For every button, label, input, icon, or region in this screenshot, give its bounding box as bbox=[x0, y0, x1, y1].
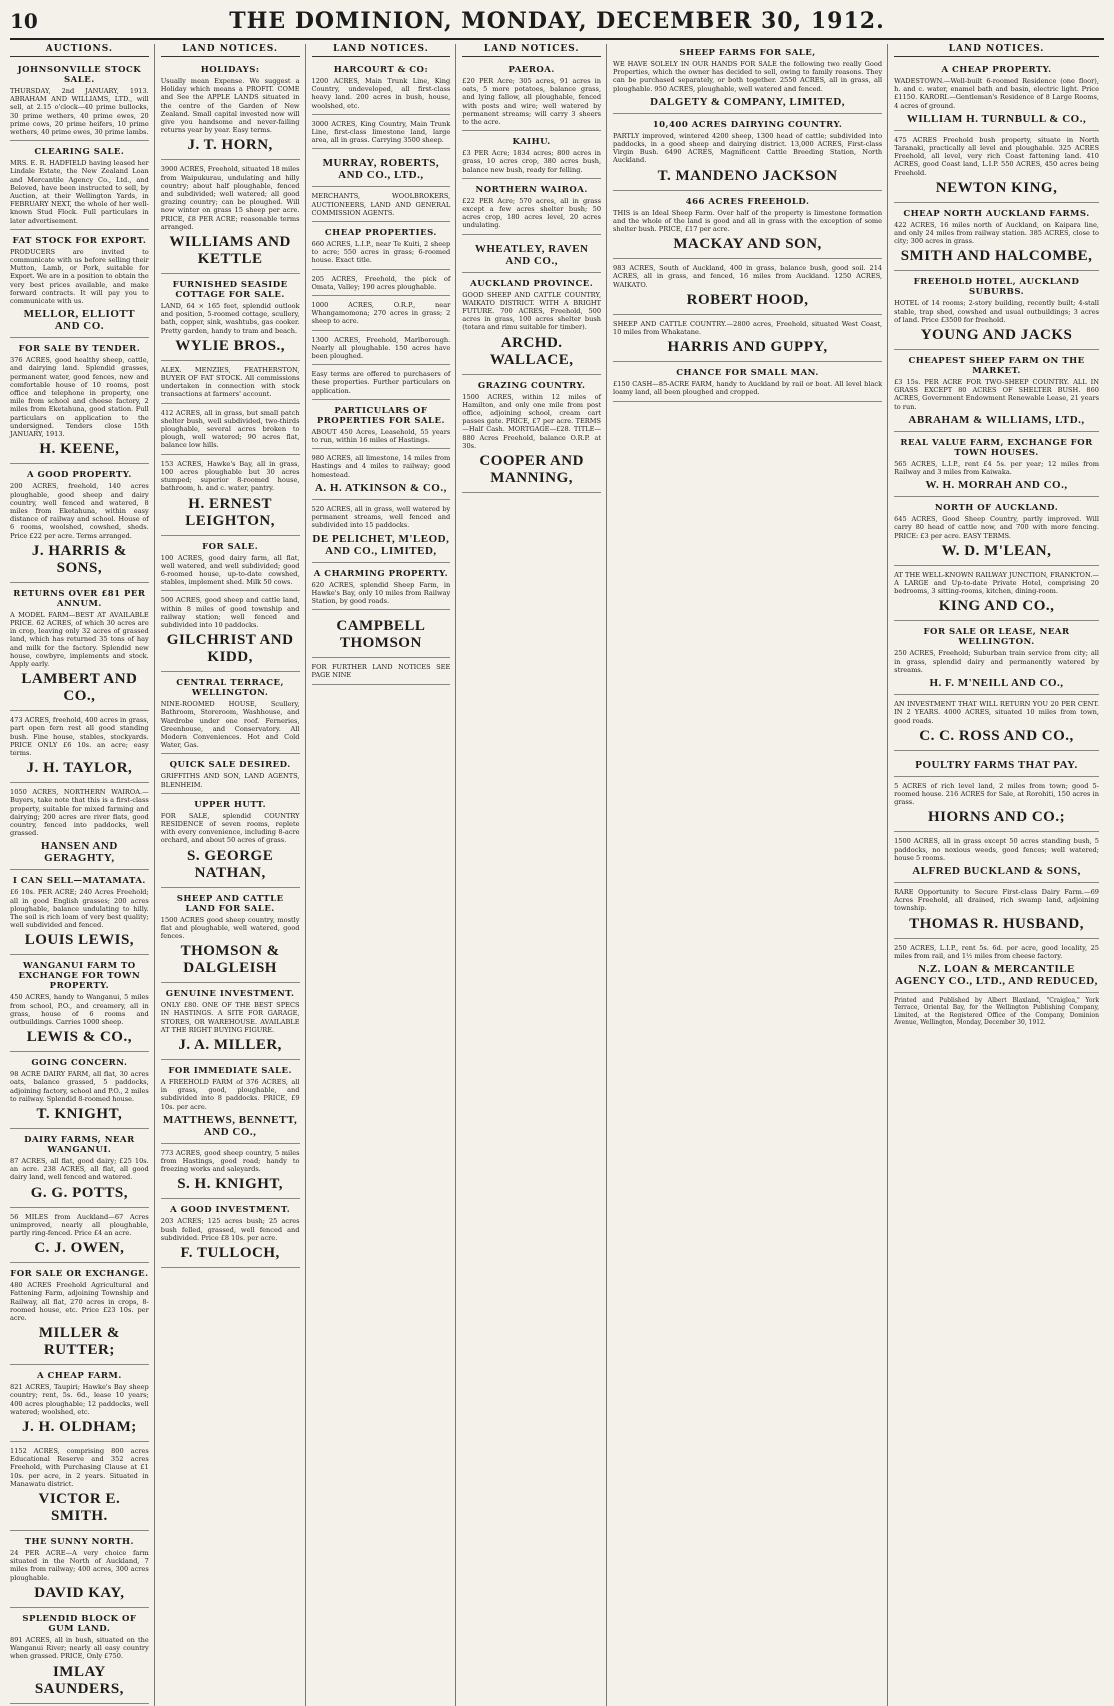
imprint: Printed and Published by Albert Blaxland, "Craiglea," York Terrace, Oriental Bay, for the Wellington Publishing Company, Limited, at the Registered Office of the Company, Dominion Avenue, Wellington, Monday, December 30, 1912. bbox=[894, 996, 1099, 1027]
advertisement bbox=[10, 466, 149, 582]
ad-body: 980 ACRES, all limestone, 14 miles from Hastings and 4 miles to railway; good homestead. bbox=[311, 454, 451, 479]
ad-body: £3 PER Acre; 1834 acres; 800 acres in grass, 10 acres crop, 380 acres bush, balance new bush, ready for felling. bbox=[462, 149, 602, 174]
ad-heading: FOR SALE BY TENDER. bbox=[18, 344, 141, 355]
ad-body: 250 ACRES, L.I.P., rent 5s. 6d. per acre, good locality, 25 miles from rail, and 1½ miles from cheese factory. bbox=[894, 943, 1099, 960]
ad-agent: S. H. KNIGHT, bbox=[177, 1176, 284, 1193]
ad-body: MRS. E. R. HADFIELD having leased her Lindale Estate, the New Zealand Loan and Mercantile Agency Co., Ltd., and Beloved, have been instructed to sell, by Auction, at their Wellington Yards, in FEBRUARY NEXT, the whole of her well-known Stud Flock. Full particulars in later advertisement. bbox=[10, 159, 149, 225]
ad-agent: HARRIS AND GUPPY, bbox=[667, 339, 828, 356]
ad-heading: FREEHOLD HOTEL, AUCKLAND SUBURBS. bbox=[913, 277, 1080, 298]
advertisement bbox=[10, 1444, 149, 1531]
ad-body: AN INVESTMENT THAT WILL RETURN YOU 20 PER CENT. IN 2 YEARS. 4000 ACRES, situated 10 miles from town, good roads. bbox=[894, 700, 1099, 725]
advertisement bbox=[161, 1201, 300, 1268]
advertisement bbox=[161, 796, 300, 888]
ad-heading: UPPER HUTT. bbox=[194, 799, 267, 810]
ad-heading: SHEEP AND CATTLE LAND FOR SALE. bbox=[176, 893, 284, 914]
newspaper-title: THE DOMINION, MONDAY, DECEMBER 30, 1912. bbox=[229, 8, 885, 34]
advertisement bbox=[613, 116, 882, 191]
ad-agent: HIORNS AND CO.; bbox=[927, 809, 1066, 826]
masthead bbox=[10, 8, 1104, 40]
advertisement bbox=[312, 333, 451, 366]
ad-body: 412 ACRES, all in grass, but small patch shelter bush, well subdivided, two-thirds ploughable, several acres broken to plough, well watered; 90 acres flat, balance low hills. bbox=[160, 408, 300, 450]
ad-agent: CAMPBELL THOMSON bbox=[336, 618, 426, 652]
advertisement bbox=[10, 1367, 149, 1442]
ad-body: A FREEHOLD FARM of 376 ACRES, all in grass, good, ploughable, and subdivided into 8 paddocks. PRICE, £9 10s. per acre. bbox=[160, 1077, 300, 1111]
ad-heading: FOR IMMEDIATE SALE. bbox=[168, 1065, 292, 1076]
ad-heading: CLEARING SALE. bbox=[34, 147, 125, 158]
newspaper-column bbox=[10, 44, 155, 1706]
ad-heading: SPLENDID BLOCK OF GUM LAND. bbox=[22, 1613, 137, 1634]
advertisement bbox=[462, 237, 601, 273]
newspaper-column bbox=[312, 44, 457, 1706]
newspaper-column bbox=[161, 44, 306, 1706]
ad-agent: MURRAY, ROBERTS, AND CO., LTD., bbox=[322, 157, 440, 182]
advertisement bbox=[161, 61, 300, 160]
ad-heading: HOLIDAYS: bbox=[200, 65, 260, 75]
ad-body: 205 ACRES, Freehold, the pick of Omata, Valley; 190 acres ploughable. bbox=[311, 274, 451, 291]
ad-agent: T. MANDENO JACKSON bbox=[657, 167, 838, 184]
advertisement bbox=[894, 941, 1099, 993]
advertisement bbox=[894, 885, 1099, 939]
ad-agent: S. GEORGE NATHAN, bbox=[187, 847, 274, 881]
ad-heading: SHEEP FARMS FOR SALE, bbox=[679, 48, 816, 58]
ad-heading: CENTRAL TERRACE, WELLINGTON. bbox=[176, 678, 284, 699]
ad-heading: CHEAPEST SHEEP FARM ON THE MARKET. bbox=[908, 356, 1085, 377]
ad-agent: J. A. MILLER, bbox=[178, 1036, 282, 1053]
ad-body: 983 ACRES, South of Auckland, 400 in grass, balance bush, good soil. 214 ACRES, all in grass, and fenced, 16 miles from Auckland. 1250 ACRES, WAIKATO. bbox=[613, 264, 883, 289]
ad-agent: ABRAHAM & WILLIAMS, LTD., bbox=[908, 413, 1085, 426]
ad-body: 1300 ACRES, Freehold, Marlborough. Nearly all ploughable. 150 acres have been ploughed. bbox=[311, 335, 451, 361]
ad-agent: THOMAS R. HUSBAND, bbox=[909, 915, 1084, 932]
advertisement bbox=[613, 317, 882, 362]
ad-body: £3 15s. PER ACRE FOR TWO-SHEEP COUNTRY. ALL IN GRASS EXCEPT 80 ACRES OF SHELTER BUSH. 860 ACRES, Government Endowment Renewable Lease, 21 years to run. bbox=[894, 378, 1099, 411]
ad-heading: A CHARMING PROPERTY. bbox=[313, 568, 449, 579]
ad-agent: WILLIAM H. TURNBULL & CO., bbox=[906, 112, 1087, 125]
ad-body: 450 ACRES, handy to Wanganui, 5 miles from school, P.O., and creamery, all in grass, house of 6 rooms and outbuildings. Carries 1000 sheep. bbox=[10, 993, 149, 1026]
advertisement bbox=[312, 502, 451, 563]
ad-heading: JOHNSONVILLE STOCK SALE. bbox=[17, 65, 142, 85]
ad-agent: T. KNIGHT, bbox=[36, 1106, 123, 1123]
ad-heading: A GOOD PROPERTY. bbox=[26, 470, 132, 481]
advertisement bbox=[462, 181, 601, 235]
ad-heading: GENUINE INVESTMENT. bbox=[165, 989, 295, 1000]
advertisement bbox=[161, 985, 300, 1060]
advertisement bbox=[894, 434, 1099, 497]
ad-heading: AUCKLAND PROVINCE. bbox=[470, 278, 594, 289]
ad-body: GRIFFITHS AND SON, LAND AGENTS, BLENHEIM. bbox=[160, 772, 300, 789]
ad-agent: H. F. M'NEILL AND CO., bbox=[929, 677, 1064, 690]
ad-agent: HANSEN AND GERAGHTY, bbox=[40, 840, 118, 865]
advertisement bbox=[894, 779, 1099, 833]
advertisement bbox=[10, 1265, 149, 1365]
advertisement bbox=[613, 364, 882, 401]
ad-agent: MACKAY AND SON, bbox=[673, 236, 822, 253]
ad-body: 1000 ACRES, O.R.P., near Whangamomona; 270 acres in grass; 2 sheep to acre. bbox=[311, 301, 451, 326]
advertisement bbox=[894, 273, 1099, 350]
advertisement bbox=[312, 61, 451, 115]
advertisement bbox=[894, 568, 1099, 622]
page-number: 10 bbox=[10, 9, 38, 33]
ad-agent: ROBERT HOOD, bbox=[686, 291, 809, 308]
advertisement bbox=[312, 367, 451, 400]
ad-heading: FOR SALE OR LEASE, NEAR WELLINGTON. bbox=[923, 627, 1070, 648]
advertisement bbox=[462, 377, 601, 493]
ad-body: A MODEL FARM—BEST AT AVAILABLE PRICE. 62 ACRES, of which 30 acres are in crop, leaving only 32 acres of grassed land, which has returned 35 tons of hay and milk for the factory. Splendid new house, cowbyre, implements and stock. Apply early. bbox=[10, 610, 149, 668]
ad-body: GOOD SHEEP AND CATTLE COUNTRY, WAIKATO DISTRICT. WITH A BRIGHT FUTURE. 700 ACRES, Freehold, 500 acres in grass, 100 acres shelter bush (totara and rimu suitable for timber). bbox=[462, 290, 602, 332]
advertisement bbox=[161, 674, 300, 754]
ad-body: 1500 ACRES, within 12 miles of Hamilton, and only one mile from post office, adjoining school, cream cart passes gate. PRICE, £7 per acre. TERMS—Half Cash. MORTGAGE—£28. TITLE—880 Acres Freehold, balance O.R.P. at 30s. bbox=[462, 392, 602, 450]
ad-body: 565 ACRES, L.I.P., rent £4 5s. per year; 12 miles from Railway and 3 miles from Kaiwaka. bbox=[894, 459, 1099, 477]
ad-agent: WYLIE BROS., bbox=[175, 337, 286, 354]
ad-body: 1200 ACRES, Main Trunk Line, King Country, undeveloped, all first-class heavy land. 200 acres in bush, house, woolshed, etc. bbox=[311, 77, 451, 110]
ad-body: £6 10s. PER ACRE; 240 Acres Freehold; all in good English grasses; 200 acres ploughable, balance undulating to hilly. The soil is rich loam of very best quality; well subdivided and fenced. bbox=[10, 888, 149, 930]
ad-body: 660 ACRES, L.I.P., near Te Kuiti, 2 sheep to acre; 550 acres in grass; 6-roomed house. Exact title. bbox=[311, 240, 451, 265]
ad-body: Usually mean Expense. We suggest a Holiday which means a PROFIT. COME and See the APPLE LANDS situated in the centre of the Garden of New Zealand. Small capital invested now will give you handsome and never-failing returns year by year. Easy terms. bbox=[160, 77, 300, 135]
ad-heading: FOR SALE OR EXCHANGE. bbox=[10, 1269, 149, 1280]
ad-body: 3900 ACRES, Freehold, situated 18 miles from Waipukurau, undulating and hilly country; about half ploughable, fenced and subdivided; well watered; all good grazing country; can be ploughed. Will now winter on grass 15 sheep per acre. PRICE, £8 PER ACRE; reasonable terms arranged. bbox=[160, 165, 300, 231]
ad-agent: THOMSON & DALGLEISH bbox=[180, 943, 280, 977]
advertisement bbox=[161, 1146, 300, 1200]
ad-agent: DE PELICHET, M'LEOD, AND CO., LIMITED, bbox=[312, 532, 450, 557]
ad-heading: A CHEAP PROPERTY. bbox=[941, 65, 1052, 75]
ad-body: 98 ACRE DAIRY FARM, all flat, 30 acres oats, balance grassed, 5 paddocks, adjoining factory, school and P.O., 2 miles to railway. Splendid 8-roomed house. bbox=[10, 1070, 149, 1103]
ad-body: PARTLY improved, wintered 4200 sheep, 1300 head of cattle; subdivided into paddocks, in a good sheep and dairying district. 13,000 ACRES, First-class Virgin Bush. 6490 ACRES, Magnificent Cattle Breeding Station, North Auckland. bbox=[613, 131, 883, 165]
ad-agent: POULTRY FARMS THAT PAY. bbox=[915, 758, 1078, 771]
column-heading: AUCTIONS. bbox=[10, 44, 149, 57]
ad-agent: LOUIS LEWIS, bbox=[24, 932, 135, 949]
advertisement bbox=[613, 44, 882, 114]
ad-body: 1500 ACRES good sheep country, mostly flat and ploughable, well watered, good fences. bbox=[160, 915, 300, 940]
ad-body: WE HAVE SOLELY IN OUR HANDS FOR SALE the following two really Good Properties, which the owner has decided to sell, owing to family reasons. They can be purchased separately, or both together. 2550 ACRES, all in grass, all ploughable. 950 ACRES, ploughable, well watered and fenced. bbox=[613, 60, 883, 93]
ad-body: WADESTOWN.—Well-built 6-roomed Residence (one floor), h. and c. water, enamel bath and basin, electric light. Price £1150. KARORI.—Gentleman's Residence of 8 Large Rooms, 4 acres of ground. bbox=[894, 77, 1099, 110]
advertisement bbox=[10, 1210, 149, 1264]
ad-body: PRODUCERS are invited to communicate with us before selling their Mutton, Lamb, or Pork, suitable for Export. We are in a position to obtain the very best prices available, and make forward contracts. It will pay you to communicate with us. bbox=[10, 247, 149, 306]
ad-heading: CHEAP PROPERTIES. bbox=[324, 228, 437, 239]
advertisement bbox=[613, 261, 882, 315]
ad-agent: J. H. OLDHAM; bbox=[21, 1419, 137, 1436]
ad-heading: CHANCE FOR SMALL MAN. bbox=[676, 368, 819, 379]
ad-heading: REAL VALUE FARM, EXCHANGE FOR TOWN HOUSES. bbox=[900, 437, 1093, 458]
ad-body: LAND, 64 × 165 feet, splendid outlook and position, 5-roomed cottage, scullery, bath, copper, sink, washtubs, gas cooker. Pretty garden, handy to tram and beach. bbox=[160, 302, 300, 335]
ad-body: 376 ACRES, good healthy sheep, cattle, and dairying land. Splendid grasses, permanent water, good fences, new and comfortable house of 10 rooms, post office and telephone in property, one mile from school and cheese factory, 2 miles from Eketahuna, good station. Full particulars on application to the undersigned. Tenders close 15th JANUARY, 1913. bbox=[10, 356, 149, 439]
ad-heading: FOR SALE. bbox=[202, 541, 259, 552]
advertisement bbox=[312, 402, 451, 449]
ad-agent: H. ERNEST LEIGHTON, bbox=[185, 495, 275, 529]
ad-agent: G. G. POTTS, bbox=[30, 1184, 129, 1201]
ad-agent: MILLER & RUTTER; bbox=[38, 1325, 120, 1359]
advertisement bbox=[161, 890, 300, 984]
advertisement bbox=[312, 224, 451, 270]
ad-body: £150 CASH—85-ACRE FARM, handy to Auckland by rail or boat. All level black loamy land, all been ploughed and cropped. bbox=[613, 380, 883, 397]
advertisement bbox=[161, 276, 300, 361]
advertisement bbox=[894, 697, 1099, 751]
column-heading: LAND NOTICES. bbox=[894, 44, 1099, 57]
ad-body: Easy terms are offered to purchasers of these properties. Further particulars on application. bbox=[311, 370, 451, 395]
ad-body: NINE-ROOMED HOUSE, Scullery, Bathroom, Storeroom, Washhouse, and Wardrobe under one roof. Ferneries, Greenhouse, and Conservatory. All Modern Conveniences. Hot and Cold Water, Gas. bbox=[160, 700, 300, 750]
column-heading: LAND NOTICES. bbox=[161, 44, 300, 57]
advertisement bbox=[894, 352, 1099, 432]
ad-body: 200 ACRES, freehold, 140 acres ploughable, good sheep and dairy country, well fenced and watered, 8 miles from Eketahuna, within easy distance of railway and school. House of 6 rooms, woolshed, cowshed, sheds. Price £22 per acre. Terms arranged. bbox=[10, 482, 149, 540]
advertisement bbox=[10, 585, 149, 711]
ad-agent: J. H. TAYLOR, bbox=[26, 760, 133, 777]
advertisement bbox=[894, 834, 1099, 883]
ad-agent: W. H. MORRAH AND CO., bbox=[925, 479, 1068, 492]
ad-body: £22 PER Acre; 570 acres, all in grass except a few acres shelter bush; 50 acres crop, 180 acres level, 20 acres undulating. bbox=[462, 196, 602, 230]
column-grid bbox=[10, 44, 1104, 1697]
advertisement bbox=[312, 451, 451, 500]
newspaper-column bbox=[462, 44, 607, 1706]
ad-agent: DAVID KAY, bbox=[34, 1584, 125, 1601]
ad-heading: DAIRY FARMS, NEAR WANGANUI. bbox=[24, 1135, 135, 1156]
advertisement bbox=[462, 275, 601, 375]
ad-body: 473 ACRES, freehold, 400 acres in grass, part open fern rest all good standing bush. Fine house, stables, stockyards. PRICE ONLY £6 10s. an acre; easy terms. bbox=[10, 716, 149, 757]
advertisement bbox=[161, 593, 300, 672]
advertisement bbox=[312, 151, 451, 187]
ad-heading: NORTH OF AUCKLAND. bbox=[934, 503, 1059, 514]
ad-agent: ARCHD. WALLACE, bbox=[489, 334, 574, 368]
advertisement bbox=[894, 133, 1099, 203]
advertisement bbox=[10, 957, 149, 1052]
ad-body: ALEX. MENZIES, FEATHERSTON, BUYER OF FAT STOCK. All commissions undertaken in connection with stock transactions at farmers' account. bbox=[160, 365, 300, 399]
ad-heading: NORTHERN WAIROA. bbox=[475, 184, 588, 195]
ad-heading: QUICK SALE DESIRED. bbox=[169, 760, 291, 771]
ad-agent: MATTHEWS, BENNETT, AND CO., bbox=[163, 1113, 298, 1138]
ad-body: FOR SALE, splendid COUNTRY RESIDENCE of seven rooms, replete with every convenience, including 8-acre orchard, and about 50 acres of grass. bbox=[160, 811, 300, 845]
ad-body: 56 MILES from Auckland—67 Acres unimproved, nearly all ploughable, partly ring-fenced. Price £4 an acre. bbox=[10, 1212, 149, 1238]
ad-body: 250 ACRES, Freehold; Suburban train service from city; all in grass, splendid dairy and permanently watered by streams. bbox=[894, 649, 1099, 674]
ad-body: ABOUT 450 Acres, Leasehold, 55 years to run, within 16 miles of Hastings. bbox=[311, 427, 451, 445]
ad-agent: DALGETY & COMPANY, LIMITED, bbox=[650, 95, 846, 108]
ad-agent: A. H. ATKINSON & CO., bbox=[314, 481, 447, 494]
ad-agent: LAMBERT AND CO., bbox=[21, 671, 138, 705]
ad-agent: LEWIS & CO., bbox=[26, 1029, 132, 1046]
advertisement bbox=[894, 623, 1099, 695]
ad-body: ONLY £80. ONE OF THE BEST SPECS IN HASTINGS. A SITE FOR GARAGE, STORES, OR WAREHOUSE. AVAILABLE AT THE RIGHT BUYING FIGURE. bbox=[160, 1001, 300, 1034]
ad-heading: FURNISHED SEASIDE COTTAGE FOR SALE. bbox=[172, 280, 288, 301]
advertisement bbox=[161, 457, 300, 536]
advertisement bbox=[10, 1054, 149, 1129]
ad-agent: SMITH AND HALCOMBE, bbox=[900, 248, 1093, 265]
advertisement bbox=[161, 406, 300, 455]
advertisement bbox=[894, 205, 1099, 272]
advertisement bbox=[161, 1062, 300, 1144]
ad-body: £20 PER Acre; 305 acres, 91 acres in oats, 5 more potatoes, balance grass, and lying fallow, all ploughable, fenced with posts and wire; well watered by permanent streams; will carry 3 sheers to the acre. bbox=[462, 77, 602, 127]
column-heading: LAND NOTICES. bbox=[312, 44, 451, 57]
ad-heading: 466 ACRES FREEHOLD. bbox=[685, 196, 810, 207]
advertisement bbox=[10, 1610, 149, 1704]
ad-body: 3000 ACRES, King Country, Main Trunk Line, first-class limestone land, large area, all in grass. Carrying 3500 sheep. bbox=[311, 119, 451, 145]
advertisement bbox=[312, 298, 451, 331]
ad-body: 100 ACRES, good dairy farm, all flat, well watered, and well subdivided; good 6-roomed house, up-to-date cowshed, stables, implement shed. Milk 50 cows. bbox=[160, 553, 300, 587]
advertisement bbox=[894, 61, 1099, 131]
advertisement bbox=[312, 117, 451, 150]
ad-agent: WHEATLEY, RAVEN AND CO., bbox=[474, 242, 589, 267]
ad-heading: KAIHU. bbox=[512, 137, 551, 148]
ad-agent: J. HARRIS & SONS, bbox=[31, 542, 127, 576]
ad-body: MERCHANTS, WOOLBROKERS, AUCTIONEERS, LAND AND GENERAL COMMISSION AGENTS. bbox=[311, 192, 451, 217]
ad-heading: HARCOURT & CO: bbox=[333, 65, 429, 75]
ad-heading: GRAZING COUNTRY. bbox=[477, 380, 586, 391]
ad-agent: YOUNG AND JACKS bbox=[920, 327, 1073, 344]
ad-body: HOTEL of 14 rooms; 2-story building, recently built; 4-stall stable, trap shed, cowshed and usual outbuildings; 3 acres of land. Price £3500 for freehold. bbox=[894, 299, 1099, 324]
ad-body: RARE Opportunity to Secure First-class Dairy Farm.—69 Acres Freehold, all drained, rich swamp land, adjoining township. bbox=[894, 887, 1099, 913]
advertisement bbox=[312, 189, 451, 222]
advertisement bbox=[462, 61, 601, 131]
ad-heading: PAEROA. bbox=[508, 65, 555, 75]
ad-agent: KING AND CO., bbox=[938, 598, 1055, 615]
ad-agent: COOPER AND MANNING, bbox=[479, 453, 584, 487]
advertisement bbox=[312, 660, 451, 684]
advertisement bbox=[161, 756, 300, 793]
ad-heading: THE SUNNY NORTH. bbox=[24, 1537, 135, 1548]
ad-agent: WILLIAMS AND KETTLE bbox=[169, 234, 291, 268]
ad-agent: IMLAY SAUNDERS, bbox=[34, 1663, 124, 1697]
ad-agent: GILCHRIST AND KIDD, bbox=[166, 632, 294, 666]
ad-body: 520 ACRES, all in grass, well watered by permanent streams, well fenced and subdivided into 15 paddocks. bbox=[311, 504, 451, 530]
ad-body: 5 ACRES of rich level land, 2 miles from town; good 5-roomed house. 216 ACRES for Sale, at Rorohiti, 150 acres in grass. bbox=[894, 781, 1099, 807]
ad-agent: C. J. OWEN, bbox=[34, 1240, 125, 1257]
advertisement bbox=[161, 162, 300, 274]
ad-agent: W. D. M'LEAN, bbox=[941, 542, 1052, 559]
advertisement bbox=[10, 785, 149, 870]
newspaper-column bbox=[613, 44, 888, 1706]
advertisement bbox=[312, 565, 451, 611]
ad-agent: MELLOR, ELLIOTT AND CO. bbox=[23, 308, 136, 333]
ad-body: 1050 ACRES, NORTHERN WAIROA.—Buyers, take note that this is a first-class property, suitable for mixed farming and dairying; 200 acres are river flats, good country, fenced into paddocks, well grassed. bbox=[10, 788, 149, 838]
advertisement bbox=[161, 538, 300, 592]
advertisement bbox=[613, 193, 882, 260]
advertisement bbox=[10, 1533, 149, 1608]
ad-heading: I CAN SELL—MATAMATA. bbox=[12, 876, 146, 887]
ad-body: 203 ACRES; 125 acres bush; 25 acres bush felled, grassed, well fenced and subdivided. Price £8 10s. per acre. bbox=[160, 1217, 300, 1242]
ad-heading: WANGANUI FARM TO EXCHANGE FOR TOWN PROPERTY. bbox=[18, 961, 141, 992]
ad-body: 475 ACRES Freehold bush property, situate in North Taranaki, practically all level and ploughable. 325 ACRES Freehold, all level, very rich Coast fattening land. 410 ACRES, good Coast land, L.I.P. 550 ACRES, 450 acres being Freehold. bbox=[894, 135, 1099, 177]
ad-body: 1500 ACRES, all in grass except 50 acres standing bush, 5 paddocks, no noxious weeds, good fences; well watered; house 5 rooms. bbox=[894, 837, 1099, 862]
ad-body: 500 ACRES, good sheep and cattle land, within 8 miles of good township and railway station; well fenced and subdivided into 10 paddocks. bbox=[160, 596, 300, 629]
ad-body: 620 ACRES, splendid Sheep Farm, in Hawke's Bay, only 10 miles from Railway Station, by good roads. bbox=[311, 580, 451, 605]
advertisement bbox=[894, 499, 1099, 566]
ad-body: 891 ACRES, all in bush, situated on the Wanganui River; nearly all easy country when grassed. PRICE, Only £750. bbox=[10, 1635, 149, 1661]
ad-body: 153 ACRES, Hawke's Bay, all in grass, 100 acres ploughable but 30 acres stumped; superior 8-roomed house, bathroom, h. and c. water, pantry. bbox=[160, 459, 300, 493]
ad-heading: A GOOD INVESTMENT. bbox=[170, 1205, 291, 1216]
ad-agent: NEWTON KING, bbox=[935, 179, 1058, 196]
advertisement bbox=[10, 61, 149, 141]
ad-body: 24 PER ACRE—A very choice farm situated in the North of Auckland, 7 miles from railway; 400 acres, 300 acres ploughable. bbox=[10, 1549, 149, 1582]
ad-body: THIS is an Ideal Sheep Farm. Over half of the property is limestone formation and the whole of the land is good and all in grass with the exception of some shelter bush. PRICE, £17 per acre. bbox=[613, 208, 883, 234]
advertisement bbox=[894, 753, 1099, 777]
ad-heading: FAT STOCK FOR EXPORT. bbox=[12, 235, 147, 246]
advertisement bbox=[462, 133, 601, 179]
ad-body: 1152 ACRES, comprising 800 acres Educational Reserve and 352 acres Freehold, with Purchasing Clause at £1 10s. per acre, in 2 years. Situated in Manawatu district. bbox=[10, 1447, 149, 1488]
newspaper-column bbox=[894, 44, 1104, 1706]
advertisement bbox=[10, 340, 149, 464]
ad-body: THURSDAY, 2nd JANUARY, 1913. ABRAHAM AND WILLIAMS, LTD., will sell, at 2.15 o'clock—40 prime bullocks, 30 prime wethers, 40 prime ewes, 20 prime cows, 20 prime heifers, 10 prime wethers, 40 prime ewes, 30 prime lambs. bbox=[10, 87, 149, 137]
ad-heading: PARTICULARS OF PROPERTIES FOR SALE. bbox=[316, 405, 445, 426]
ad-body: 821 ACRES, Taupiri; Hawke's Bay sheep country; rent, 5s. 6d., lease 10 years; 400 acres ploughable; 12 paddocks, well watered; woolshed, etc. bbox=[10, 1383, 149, 1416]
ad-body: 422 ACRES, 16 miles north of Auckland, on Kaipara line, and only 24 miles from railway station. 385 ACRES, close to city; 300 acres in grass. bbox=[894, 220, 1099, 246]
ad-agent: VICTOR E. SMITH. bbox=[38, 1491, 121, 1525]
ad-body: 645 ACRES, Good Sheep Country, partly improved. Will carry 80 head of cattle now, and 700 with more fencing. PRICE: £3 per acre. EASY TERMS. bbox=[894, 515, 1099, 540]
advertisement bbox=[312, 272, 451, 296]
ad-body: 773 ACRES, good sheep country, 5 miles from Hastings, good road; handy to freezing works and saleyards. bbox=[160, 1148, 300, 1174]
ad-body: FOR FURTHER LAND NOTICES SEE PAGE NINE bbox=[311, 663, 451, 680]
column-heading: LAND NOTICES. bbox=[462, 44, 601, 57]
ad-agent: ALFRED BUCKLAND & SONS, bbox=[912, 864, 1081, 877]
ad-body: SHEEP AND CATTLE COUNTRY.—2800 acres, Freehold, situated West Coast, 10 miles from Whakatane. bbox=[613, 319, 883, 337]
advertisement bbox=[10, 232, 149, 338]
ad-agent: N.Z. LOAN & MERCANTILE AGENCY CO., LTD., AND REDUCED, bbox=[895, 962, 1098, 987]
advertisement bbox=[312, 612, 451, 658]
ad-heading: 10,400 ACRES DAIRYING COUNTRY. bbox=[652, 119, 843, 130]
ad-heading: RETURNS OVER £81 PER ANNUM. bbox=[13, 588, 146, 609]
ad-agent: F. TULLOCH, bbox=[180, 1245, 280, 1262]
advertisement bbox=[10, 1131, 149, 1208]
ad-agent: H. KEENE, bbox=[39, 441, 120, 458]
ad-body: AT THE WELL-KNOWN RAILWAY JUNCTION, FRANKTON.—A LARGE and Up-to-date Private Hotel, comprising 20 bedrooms, 3 sitting-rooms, kitchen, dining-room. bbox=[894, 570, 1099, 596]
ad-agent: J. T. HORN, bbox=[187, 137, 273, 154]
ad-agent: C. C. ROSS AND CO., bbox=[919, 727, 1074, 744]
ad-body: 87 ACRES, all flat, good dairy; £25 10s. an acre. 238 ACRES, all flat, all good dairy land, well fenced and watered. bbox=[10, 1157, 149, 1182]
ad-heading: CHEAP NORTH AUCKLAND FARMS. bbox=[903, 208, 1090, 219]
ad-body: 480 ACRES Freehold Agricultural and Fattening Farm, adjoining Township and Railway, all flat, 270 acres in crops, 8-roomed house, etc. Price £23 10s. per acre. bbox=[10, 1281, 149, 1323]
ad-heading: GOING CONCERN. bbox=[31, 1058, 128, 1069]
advertisement bbox=[10, 143, 149, 230]
ad-heading: A CHEAP FARM. bbox=[36, 1371, 122, 1382]
advertisement bbox=[10, 872, 149, 955]
advertisement bbox=[161, 363, 300, 404]
advertisement bbox=[10, 713, 149, 783]
